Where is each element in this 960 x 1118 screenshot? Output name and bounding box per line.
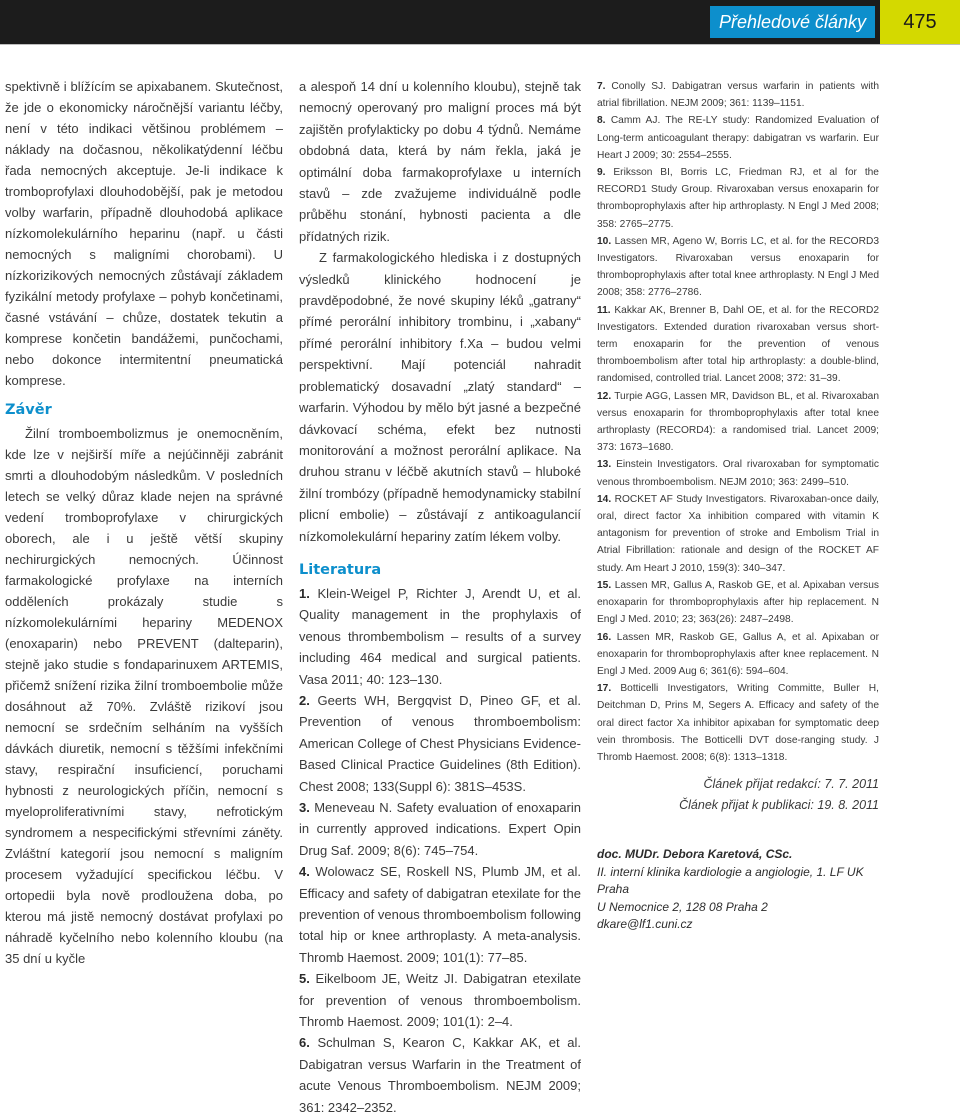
column-left — [5, 76, 283, 969]
reference-number: 6. — [299, 1035, 310, 1051]
page-header — [0, 0, 960, 52]
article-dates — [597, 774, 879, 816]
reference-text: Wolowacz SE, Roskell NS, Plumb JM, et al. Efficacy and safety of dabigatran etexilate for the prevention of venous thromboembolism following total hip or knee arthroplasty. A meta-analysis. Thromb Haemost. 2009; 101(1): 77–85. — [299, 864, 581, 965]
reference-item — [597, 302, 879, 388]
reference-number: 17. — [597, 683, 612, 695]
reference-item — [299, 583, 581, 690]
accepted-date: Článek přijat k publikaci: 19. 8. 2011 — [679, 798, 879, 813]
reference-item — [597, 456, 879, 490]
received-date: Článek přijat redakcí: 7. 7. 2011 — [703, 777, 879, 792]
reference-number: 9. — [597, 167, 606, 179]
reference-item — [597, 629, 879, 681]
reference-number: 15. — [597, 579, 612, 591]
author-department: II. interní klinika kardiologie a angiologie, 1. LF UK Praha — [597, 864, 864, 896]
reference-text: Eriksson BI, Borris LC, Friedman RJ, et al for the RECORD1 Study Group. Rivaroxaban versus enoxaparin for thromboprophylaxis after hip arthroplasty. N Engl J Med 2008; 358: 2765–2775. — [597, 167, 879, 230]
author-email[interactable]: dkare@lf1.cuni.cz — [597, 917, 693, 931]
reference-text: Schulman S, Kearon C, Kakkar AK, et al. Dabigatran versus Warfarin in the Treatment of acute Venous Thromboembolism. NEJM 2009; 361: 2342–2352. — [299, 1035, 581, 1115]
body-paragraph: a alespoň 14 dní u kolenního kloubu), stejně tak nemocný operovaný pro maligní proces má být zajištěn profylakticky po dobu 4 týdnů. Nemáme obdobná data, která by nám řekla, jaká je optimální doba farmakoprofylaxe u interních stavů – zde zvažujeme individuálně podle průběhu stonání, hybnosti pacienta a dle přídatných rizik. — [299, 79, 581, 244]
reference-text: Geerts WH, Bergqvist D, Pineo GF, et al. Prevention of venous thromboembolism: American College of Chest Physicians Evidence-Based Clinical Practice Guidelines (8th Edition). Chest 2008; 133(Suppl 6): 381S–453S. — [299, 692, 581, 794]
section-heading-literatura: Literatura — [299, 561, 382, 578]
reference-text: Botticelli Investigators, Writing Committe, Buller H, Deitchman D, Prins M, Segers A. Efficacy and safety of the oral direct factor Xa inhibitor apixaban for symptomatic deep vein thrombosis. The Botticelli DVT dose-ranging study. J Thromb Haemost. 2008; 6(8): 1313–1318. — [597, 683, 879, 763]
reference-item — [597, 233, 879, 302]
reference-item — [597, 388, 879, 457]
header-divider — [0, 44, 960, 45]
reference-text: Lassen MR, Raskob GE, Gallus A, et al. Apixaban or enoxaparin for thromboprophylaxis after knee replacement. N Engl J Med. 2009 Aug 6; 361(6): 594–604. — [597, 631, 879, 677]
body-paragraph: Z farmakologického hlediska i z dostupných výsledků klinického hodnocení je pravděpodobné, že nové skupiny léků „gatrany“ přímé perorální inhibitory trombinu, i „xabany“ přímé perorální inhibitory f.Xa – budou velmi perspektivní. Mají potenciál nahradit problematický dosavadní „zlatý standard“ – warfarin. Výhodou by mělo být jasné a bezpečné dávkovací schéma, efekt bez nutnosti monitorování a možnost perorální aplikace. Na druhou stranu v léčbě akutních stavů – hluboké žilní trombózy (případně hemodynamicky stabilní plicní embolie) – zůstávají z antikoagulancií nízkomolekulární hepariny zatím lékem volby. — [299, 250, 581, 544]
reference-item — [597, 78, 879, 112]
section-title: Přehledové články — [710, 6, 875, 38]
reference-text: Conolly SJ. Dabigatran versus warfarin in patients with atrial fibrillation. NEJM 2009; 361: 1139–1151. — [597, 81, 879, 110]
column-middle — [299, 76, 581, 1118]
column-right — [597, 76, 879, 816]
author-address: U Nemocnice 2, 128 08 Praha 2 — [597, 899, 768, 914]
reference-list — [597, 78, 879, 766]
reference-item — [299, 690, 581, 797]
reference-item — [597, 164, 879, 233]
reference-item — [299, 861, 581, 968]
body-paragraph: Žilní tromboembolizmus je onemocněním, kde lze v nejširší míře a nejúčinněji zabránit smrti a dlouhodobým následkům. V posledních letech se velký důraz klade nejen na správné vedení tromboprofylaxe v chirurgických oborech, ale i u ještě větší skupiny nechirurgických nemocných. Účinnost farmakologické profylaxe na interních odděleních prokázaly studie s nízkomolekulárními hepariny MEDENOX (enoxaparin) nebo PREVENT (dalteparin), stejně jako studie s fondaparinuxem ARTEMIS, přičemž snížení rizika žilní tromboembolie může dosáhnout až 70%. Zvláště rizikoví jsou nemocní se srdečním selháním na vyšších dávkách diuretik, nemocní s těžšími infekčními stavy, respirační insuficiencí, poruchami hybnosti z neurologických příčin, nemocní s myeloproliferativními stavy, nefrotickým syndromem a nespecifickými střevními záněty. Zvláštní kategorií jsou nemocní s maligním procesem vyžadující specifickou léčbu. V ortopedii byla nově prodloužena doba, po kterou má jistě nemocný dostávat profylaxi po náhradě kyčelního nebo kolenního kloubu (na 35 dní u kyčle — [5, 426, 283, 966]
reference-item — [299, 797, 581, 861]
author-name: doc. MUDr. Debora Karetová, CSc. — [597, 847, 793, 861]
page-number: 475 — [880, 0, 960, 44]
reference-number: 13. — [597, 459, 612, 471]
reference-list — [299, 583, 581, 1118]
reference-item — [299, 968, 581, 1032]
reference-text: Klein-Weigel P, Richter J, Arendt U, et al. Quality management in the prophylaxis of venous thrombembolism – results of a survey including 464 medical and surgical patients. Vasa 2011; 40: 123–130. — [299, 585, 581, 687]
reference-item — [299, 1032, 581, 1118]
reference-number: 4. — [299, 864, 310, 880]
reference-item — [597, 680, 879, 766]
reference-item — [597, 491, 879, 577]
reference-number: 12. — [597, 390, 612, 402]
reference-text: Einstein Investigators. Oral rivaroxaban for symptomatic venous thromboembolism. NEJM 2010; 363: 2499–510. — [597, 459, 879, 488]
reference-text: ROCKET AF Study Investigators. Rivaroxaban-once daily, oral, direct factor Xa inhibition compared with vitamin K antagonism for prevention of stroke and Embolism Trial in Atrial Fibrillation: rationale and design of the ROCKET AF study. Am Heart J 2010, 159(3): 340–347. — [597, 493, 879, 574]
body-paragraph: spektivně i blížícím se apixabanem. Skutečnost, že jde o ekonomicky náročnější variantu léčby, není v této indikaci většinou problémem – náklady na dočasnou, několikatýdenní léčbu řada nemocných akceptuje. Je-li indikace k tromboprofylaxi dlouhodobější, pak je metodou volby warfarin, případně dlouhodobá aplikace nízkomolekulárního heparinu (např. u části nemocných s maligními chorobami). U nízkorizikových nemocných zůstávají základem fyzikální metody profylaxe – pohyb končetinami, časné vstávání – chůze, dostatek tekutin a komprese končetin bandážemi, punčochami, nebo dokonce intermitentní pneumatická komprese. — [5, 79, 283, 388]
reference-text: Lassen MR, Ageno W, Borris LC, et al. for the RECORD3 Investigators. Rivaroxaban versus enoxaparin for thromboprophylaxis after total knee arthroplasty. N Engl J Med 2008; 358: 2776–2786. — [597, 235, 879, 299]
reference-number: 14. — [597, 493, 612, 505]
reference-text: Turpie AGG, Lassen MR, Davidson BL, et al. Rivaroxaban versus enoxaparin for thromboprophylaxis after total knee arthroplasty (RECORD4): a randomised trial. Lancet 2009; 373: 1673–1680. — [597, 390, 879, 454]
section-heading-zaver: Závěr — [5, 402, 52, 418]
reference-number: 8. — [597, 115, 606, 127]
reference-text: Meneveau N. Safety evaluation of enoxaparin in currently approved indications. Expert Opin Drug Saf. 2009; 8(6): 745–754. — [299, 800, 581, 858]
reference-number: 3. — [299, 800, 310, 815]
reference-text: Lassen MR, Gallus A, Raskob GE, et al. Apixaban versus enoxaparin for thromboprophylaxis after hip replacement. N Engl J Med. 2010; 23; 363(26): 2487–2498. — [597, 579, 879, 626]
reference-number: 1. — [299, 585, 310, 601]
reference-text: Kakkar AK, Brenner B, Dahl OE, et al. for the RECORD2 Investigators. Extended duration rivaroxaban versus short-term enoxaparin for the prevention of venous thromboembolism after total hip arthroplasty: a double-blind, randomised, controlled trial. Lancet 2008; 372: 31–39. — [597, 304, 879, 385]
reference-text: Camm AJ. The RE-LY study: Randomized Evaluation of Long-term anticoagulant therapy: dabigatran vs warfarin. Eur Heart J 2009; 30: 2554–2555. — [597, 115, 879, 161]
reference-number: 5. — [299, 971, 310, 987]
reference-item — [597, 577, 879, 629]
reference-number: 7. — [597, 81, 606, 92]
reference-number: 2. — [299, 692, 310, 708]
reference-item — [597, 112, 879, 164]
reference-number: 10. — [597, 235, 612, 247]
author-contact — [597, 846, 879, 934]
reference-text: Eikelboom JE, Weitz JI. Dabigatran etexilate for prevention of venous thromboembolism. Thromb Haemost. 2009; 101(1): 2–4. — [299, 971, 581, 1030]
reference-number: 16. — [597, 631, 612, 643]
reference-number: 11. — [597, 304, 611, 316]
